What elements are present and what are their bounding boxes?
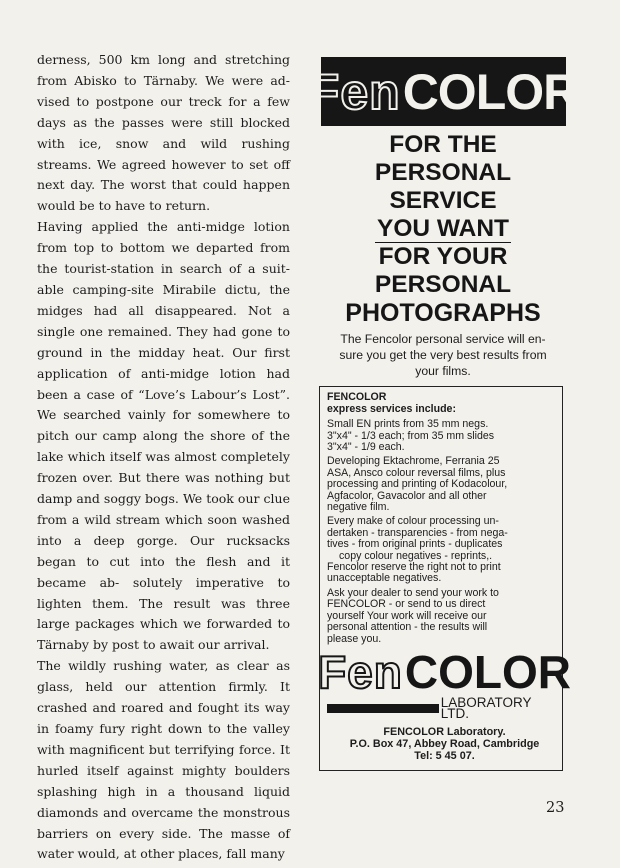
page-number: 23	[546, 800, 565, 816]
laboratory-label: LABORATORY LTD.	[440, 694, 532, 722]
ad-headline: FOR THE PERSONAL SERVICE YOU WANT FOR YOUR PERSONAL PHOTOGRAPHS	[345, 131, 541, 327]
black-bar	[327, 704, 439, 713]
service-paragraph: Small EN prints from 35 mm negs. 3"x4" - 1/3 each; from 35 mm slides 3"x4" - 1/9 each.	[327, 418, 495, 454]
services-box	[318, 386, 571, 771]
article-paragraph: The wildly rushing water, as clear as glass, held our attention firmly. It crashed and roared and fought its way in foamy fury right down to the valley with magnificent but terrifying force. It hurled itself against mighty boulders splashing high in a thousand liquid diamonds and overcame the monstrous barriers on every side. The masse of water would, at other places, fall many	[37, 658, 290, 862]
fencolor-advertisement	[308, 57, 579, 771]
service-paragraph: Developing Ektachrome, Ferrania 25 ASA, Ansco colour reversal films, plus processing and printing of Kodacolour, Agfacolor, Gavacolor and all other negative film.	[327, 455, 508, 514]
article-paragraph: Having applied the anti-midge lotion from top to bottom we departed from the tourist-station in search of a suit- able camping-site Mirabile dictu, the midges had all disappeared. Not a single one remained. They had gone to ground in the midday heat. Our first application of anti-midge lotion had been a case of “Love’s Labour’s Lost”. We searched vainly for somewhere to pitch our camp along the shore of the lake which itself was almost completely frozen over. But there was nothing but damp and soggy bogs. We took our clue from a wild stream which soon washed into a deep gorge. Our rucksacks began to cut into the flesh and it became ab- solutely imperative to lighten them. The result was three large packages which we forwarded to Tärnaby by post to await our arrival.	[37, 219, 290, 653]
services-subtitle: express services include:	[327, 402, 456, 415]
fencolor-logo: Fen COLOR	[321, 57, 566, 126]
laboratory-line	[327, 694, 562, 722]
ad-intro: The Fencolor personal service will en- sure you get the very best results from your films.	[339, 332, 547, 378]
article-column	[37, 50, 290, 865]
services-title: FENCOLOR	[327, 391, 387, 404]
article-paragraph: derness, 500 km long and stretching from Abisko to Tärnaby. We were ad- vised to postpone our treck for a few days as the passes were still blocked with ice, snow and wild rushing streams. We agreed however to set off next day. The worst that could happen would be to have to return.	[37, 52, 290, 214]
ad-address: FENCOLOR Laboratory. P.O. Box 47, Abbey Road, Cambridge Tel: 5 45 07.	[349, 725, 540, 762]
fencolor-logo-small: Fen COLOR	[318, 645, 571, 698]
service-paragraph: Every make of colour processing un- dertaken - transparencies - from nega- tives - from original prints - duplicates copy colour negatives - reprints,. Fencolor reserve the right not to print unacceptable negatives.	[327, 515, 508, 585]
service-paragraph: Ask your dealer to send your work to FENCOLOR - or send to us direct yourself Your work will receive our personal attention - the results will please you.	[327, 586, 499, 645]
